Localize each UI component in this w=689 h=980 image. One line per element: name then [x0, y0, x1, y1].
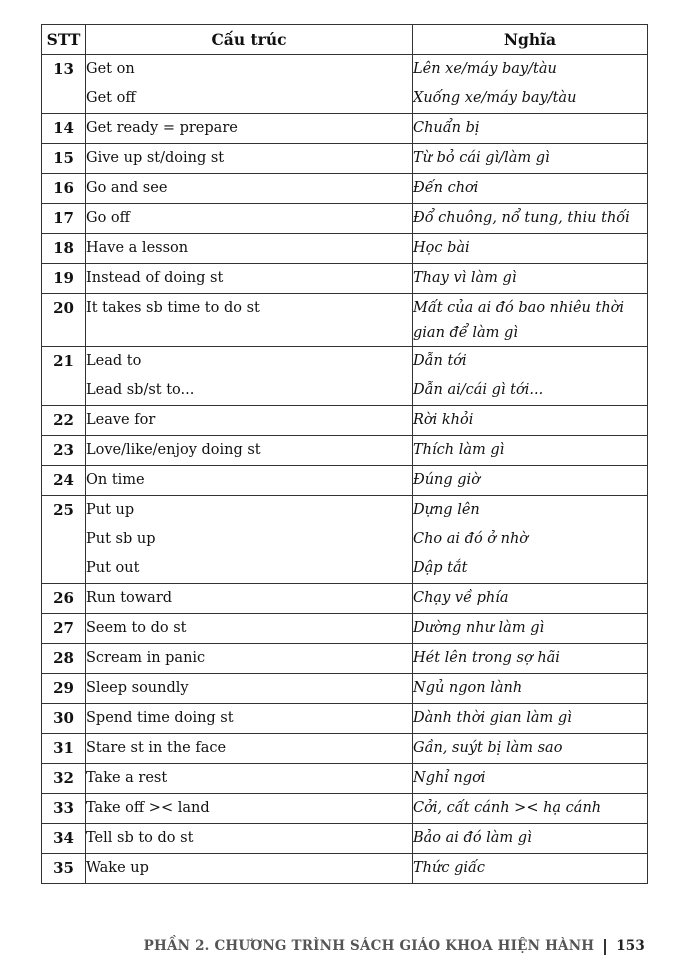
meaning-cell [413, 174, 648, 204]
structure-cell [86, 55, 413, 114]
table-row [42, 144, 648, 174]
table-row [42, 644, 648, 674]
structure-text: Put sb up [86, 531, 156, 547]
row-number-text: 17 [53, 209, 74, 227]
row-number-text: 35 [53, 859, 74, 877]
meaning-cell [413, 824, 648, 854]
footer-section-title: PHẦN 2. CHƯƠNG TRÌNH SÁCH GIÁO KHOA HIỆN HÀNH [143, 938, 595, 954]
row-number [42, 794, 86, 824]
meaning-text: Dành thời gian làm gì [413, 710, 572, 726]
row-number [42, 704, 86, 734]
structure-cell [86, 347, 413, 406]
structure-text: Take a rest [86, 770, 168, 786]
row-number [42, 204, 86, 234]
meaning-text: Học bài [413, 240, 470, 256]
meaning-text: Bảo ai đó làm gì [413, 830, 532, 846]
row-number-text: 25 [53, 501, 74, 519]
row-number [42, 406, 86, 436]
structure-text: Put up [86, 502, 135, 518]
row-number-text: 14 [53, 119, 74, 137]
row-number [42, 496, 86, 584]
meaning-text: Từ bỏ cái gì/làm gì [413, 150, 550, 166]
meaning-cell [413, 466, 648, 496]
structure-text: Get off [86, 90, 136, 106]
row-number-text: 21 [53, 352, 74, 370]
footer-separator [604, 939, 606, 955]
row-number [42, 764, 86, 794]
meaning-cell [413, 406, 648, 436]
structure-cell [86, 614, 413, 644]
table-row [42, 174, 648, 204]
meaning-text: Thức giấc [413, 860, 486, 876]
meaning-text: Dập tắt [413, 560, 468, 576]
structure-text: Lead to [86, 353, 142, 369]
row-number-text: 23 [53, 441, 74, 459]
row-number-text: 33 [53, 799, 74, 817]
structure-text: Love/like/enjoy doing st [86, 442, 261, 458]
table-row [42, 204, 648, 234]
structure-cell [86, 794, 413, 824]
meaning-text: Nghỉ ngơi [413, 770, 486, 786]
structure-cell [86, 764, 413, 794]
meaning-cell [413, 854, 648, 884]
row-number [42, 584, 86, 614]
meaning-cell [413, 584, 648, 614]
structure-cell [86, 584, 413, 614]
meaning-text: Mất của ai đó bao nhiêu thời gian để làm gì [413, 300, 625, 341]
structure-text: Go and see [86, 180, 168, 196]
meaning-text: Thay vì làm gì [413, 270, 517, 286]
meaning-text: Chuẩn bị [413, 120, 480, 136]
structure-text: Wake up [86, 860, 149, 876]
row-number [42, 347, 86, 406]
structure-cell [86, 294, 413, 347]
structure-text: Tell sb to do st [86, 830, 194, 846]
structure-text: Stare st in the face [86, 740, 227, 756]
row-number-text: 20 [53, 299, 74, 317]
meaning-cell [413, 734, 648, 764]
row-number-text: 26 [53, 589, 74, 607]
row-number [42, 294, 86, 347]
row-number-text: 31 [53, 739, 74, 757]
row-number-text: 24 [53, 471, 74, 489]
table-row [42, 406, 648, 436]
row-number-text: 30 [53, 709, 74, 727]
structure-cell [86, 674, 413, 704]
meaning-cell [413, 764, 648, 794]
structure-cell [86, 644, 413, 674]
structure-text: Seem to do st [86, 620, 187, 636]
structure-text: On time [86, 472, 145, 488]
row-number [42, 734, 86, 764]
meaning-cell [413, 234, 648, 264]
meaning-cell [413, 496, 648, 584]
page-number: 153 [616, 938, 645, 954]
meaning-text: Lên xe/máy bay/tàu [413, 61, 557, 77]
table-row [42, 294, 648, 347]
row-number [42, 674, 86, 704]
structure-cell [86, 174, 413, 204]
structure-text: Have a lesson [86, 240, 189, 256]
meaning-cell [413, 204, 648, 234]
structure-cell [86, 264, 413, 294]
structure-text: Lead sb/st to... [86, 382, 195, 398]
row-number [42, 114, 86, 144]
row-number-text: 28 [53, 649, 74, 667]
meaning-text: Cởi, cất cánh >< hạ cánh [413, 800, 602, 816]
structure-text: Give up st/doing st [86, 150, 225, 166]
table-row [42, 264, 648, 294]
row-number-text: 34 [53, 829, 74, 847]
row-number [42, 854, 86, 884]
meaning-cell [413, 794, 648, 824]
structure-text: Scream in panic [86, 650, 206, 666]
structure-text: Take off >< land [86, 800, 210, 816]
structure-text: Put out [86, 560, 140, 576]
table-row [42, 794, 648, 824]
meaning-text: Dẫn tới [413, 353, 467, 369]
meaning-cell [413, 644, 648, 674]
structure-cell [86, 466, 413, 496]
meaning-cell [413, 436, 648, 466]
row-number-text: 22 [53, 411, 74, 429]
meaning-cell [413, 347, 648, 406]
row-number [42, 824, 86, 854]
structure-cell [86, 144, 413, 174]
row-number [42, 234, 86, 264]
structure-cell [86, 204, 413, 234]
table-row [42, 496, 648, 584]
structure-text: Leave for [86, 412, 156, 428]
meaning-text: Ngủ ngon lành [413, 680, 523, 696]
meaning-text: Đúng giờ [413, 472, 480, 488]
structure-cell [86, 234, 413, 264]
vocabulary-table [41, 24, 648, 884]
table-row [42, 854, 648, 884]
row-number [42, 174, 86, 204]
row-number [42, 436, 86, 466]
structure-cell [86, 114, 413, 144]
meaning-cell [413, 264, 648, 294]
row-number [42, 55, 86, 114]
page-footer [144, 934, 645, 958]
row-number-text: 13 [53, 60, 74, 78]
table-header-row [42, 25, 648, 55]
row-number-text: 15 [53, 149, 74, 167]
row-number [42, 466, 86, 496]
structure-cell [86, 496, 413, 584]
meaning-cell [413, 704, 648, 734]
structure-cell [86, 406, 413, 436]
structure-text: Go off [86, 210, 130, 226]
structure-text: Spend time doing st [86, 710, 234, 726]
row-number [42, 264, 86, 294]
meaning-cell [413, 294, 648, 347]
meaning-text: Xuống xe/máy bay/tàu [413, 90, 577, 106]
table-row [42, 734, 648, 764]
meaning-text: Thích làm gì [413, 442, 505, 458]
table-row [42, 114, 648, 144]
meaning-text: Cho ai đó ở nhờ [413, 531, 529, 547]
meaning-text: Hét lên trong sợ hãi [413, 650, 560, 666]
row-number-text: 32 [53, 769, 74, 787]
structure-cell [86, 704, 413, 734]
table-row [42, 55, 648, 114]
structure-cell [86, 824, 413, 854]
meaning-text: Dựng lên [413, 502, 480, 518]
table-row [42, 704, 648, 734]
structure-cell [86, 734, 413, 764]
structure-text: It takes sb time to do st [86, 300, 260, 316]
meaning-text: Đến chơi [413, 180, 479, 196]
table-row [42, 764, 648, 794]
meaning-text: Rời khỏi [413, 412, 474, 428]
table-row [42, 674, 648, 704]
row-number [42, 644, 86, 674]
table-row [42, 466, 648, 496]
row-number-text: 29 [53, 679, 74, 697]
header-structure: Cấu trúc [86, 25, 413, 55]
meaning-text: Dường như làm gì [413, 620, 545, 636]
row-number-text: 19 [53, 269, 74, 287]
row-number-text: 18 [53, 239, 74, 257]
structure-text: Get on [86, 61, 135, 77]
meaning-text: Chạy về phía [413, 590, 509, 606]
table-row [42, 347, 648, 406]
structure-cell [86, 854, 413, 884]
structure-cell [86, 436, 413, 466]
meaning-text: Dẫn ai/cái gì tới... [413, 382, 544, 398]
header-meaning: Nghĩa [413, 25, 648, 55]
table-row [42, 436, 648, 466]
meaning-text: Gần, suýt bị làm sao [413, 740, 563, 756]
structure-text: Sleep soundly [86, 680, 189, 696]
row-number [42, 144, 86, 174]
table-row [42, 234, 648, 264]
meaning-cell [413, 144, 648, 174]
meaning-text: Đổ chuông, nổ tung, thiu thối [413, 210, 630, 226]
row-number-text: 27 [53, 619, 74, 637]
table-row [42, 824, 648, 854]
table-row [42, 614, 648, 644]
meaning-cell [413, 114, 648, 144]
meaning-cell [413, 55, 648, 114]
row-number-text: 16 [53, 179, 74, 197]
structure-text: Run toward [86, 590, 173, 606]
structure-text: Get ready = prepare [86, 120, 238, 136]
meaning-cell [413, 614, 648, 644]
header-stt: STT [42, 25, 86, 55]
meaning-cell [413, 674, 648, 704]
structure-text: Instead of doing st [86, 270, 224, 286]
table-row [42, 584, 648, 614]
row-number [42, 614, 86, 644]
